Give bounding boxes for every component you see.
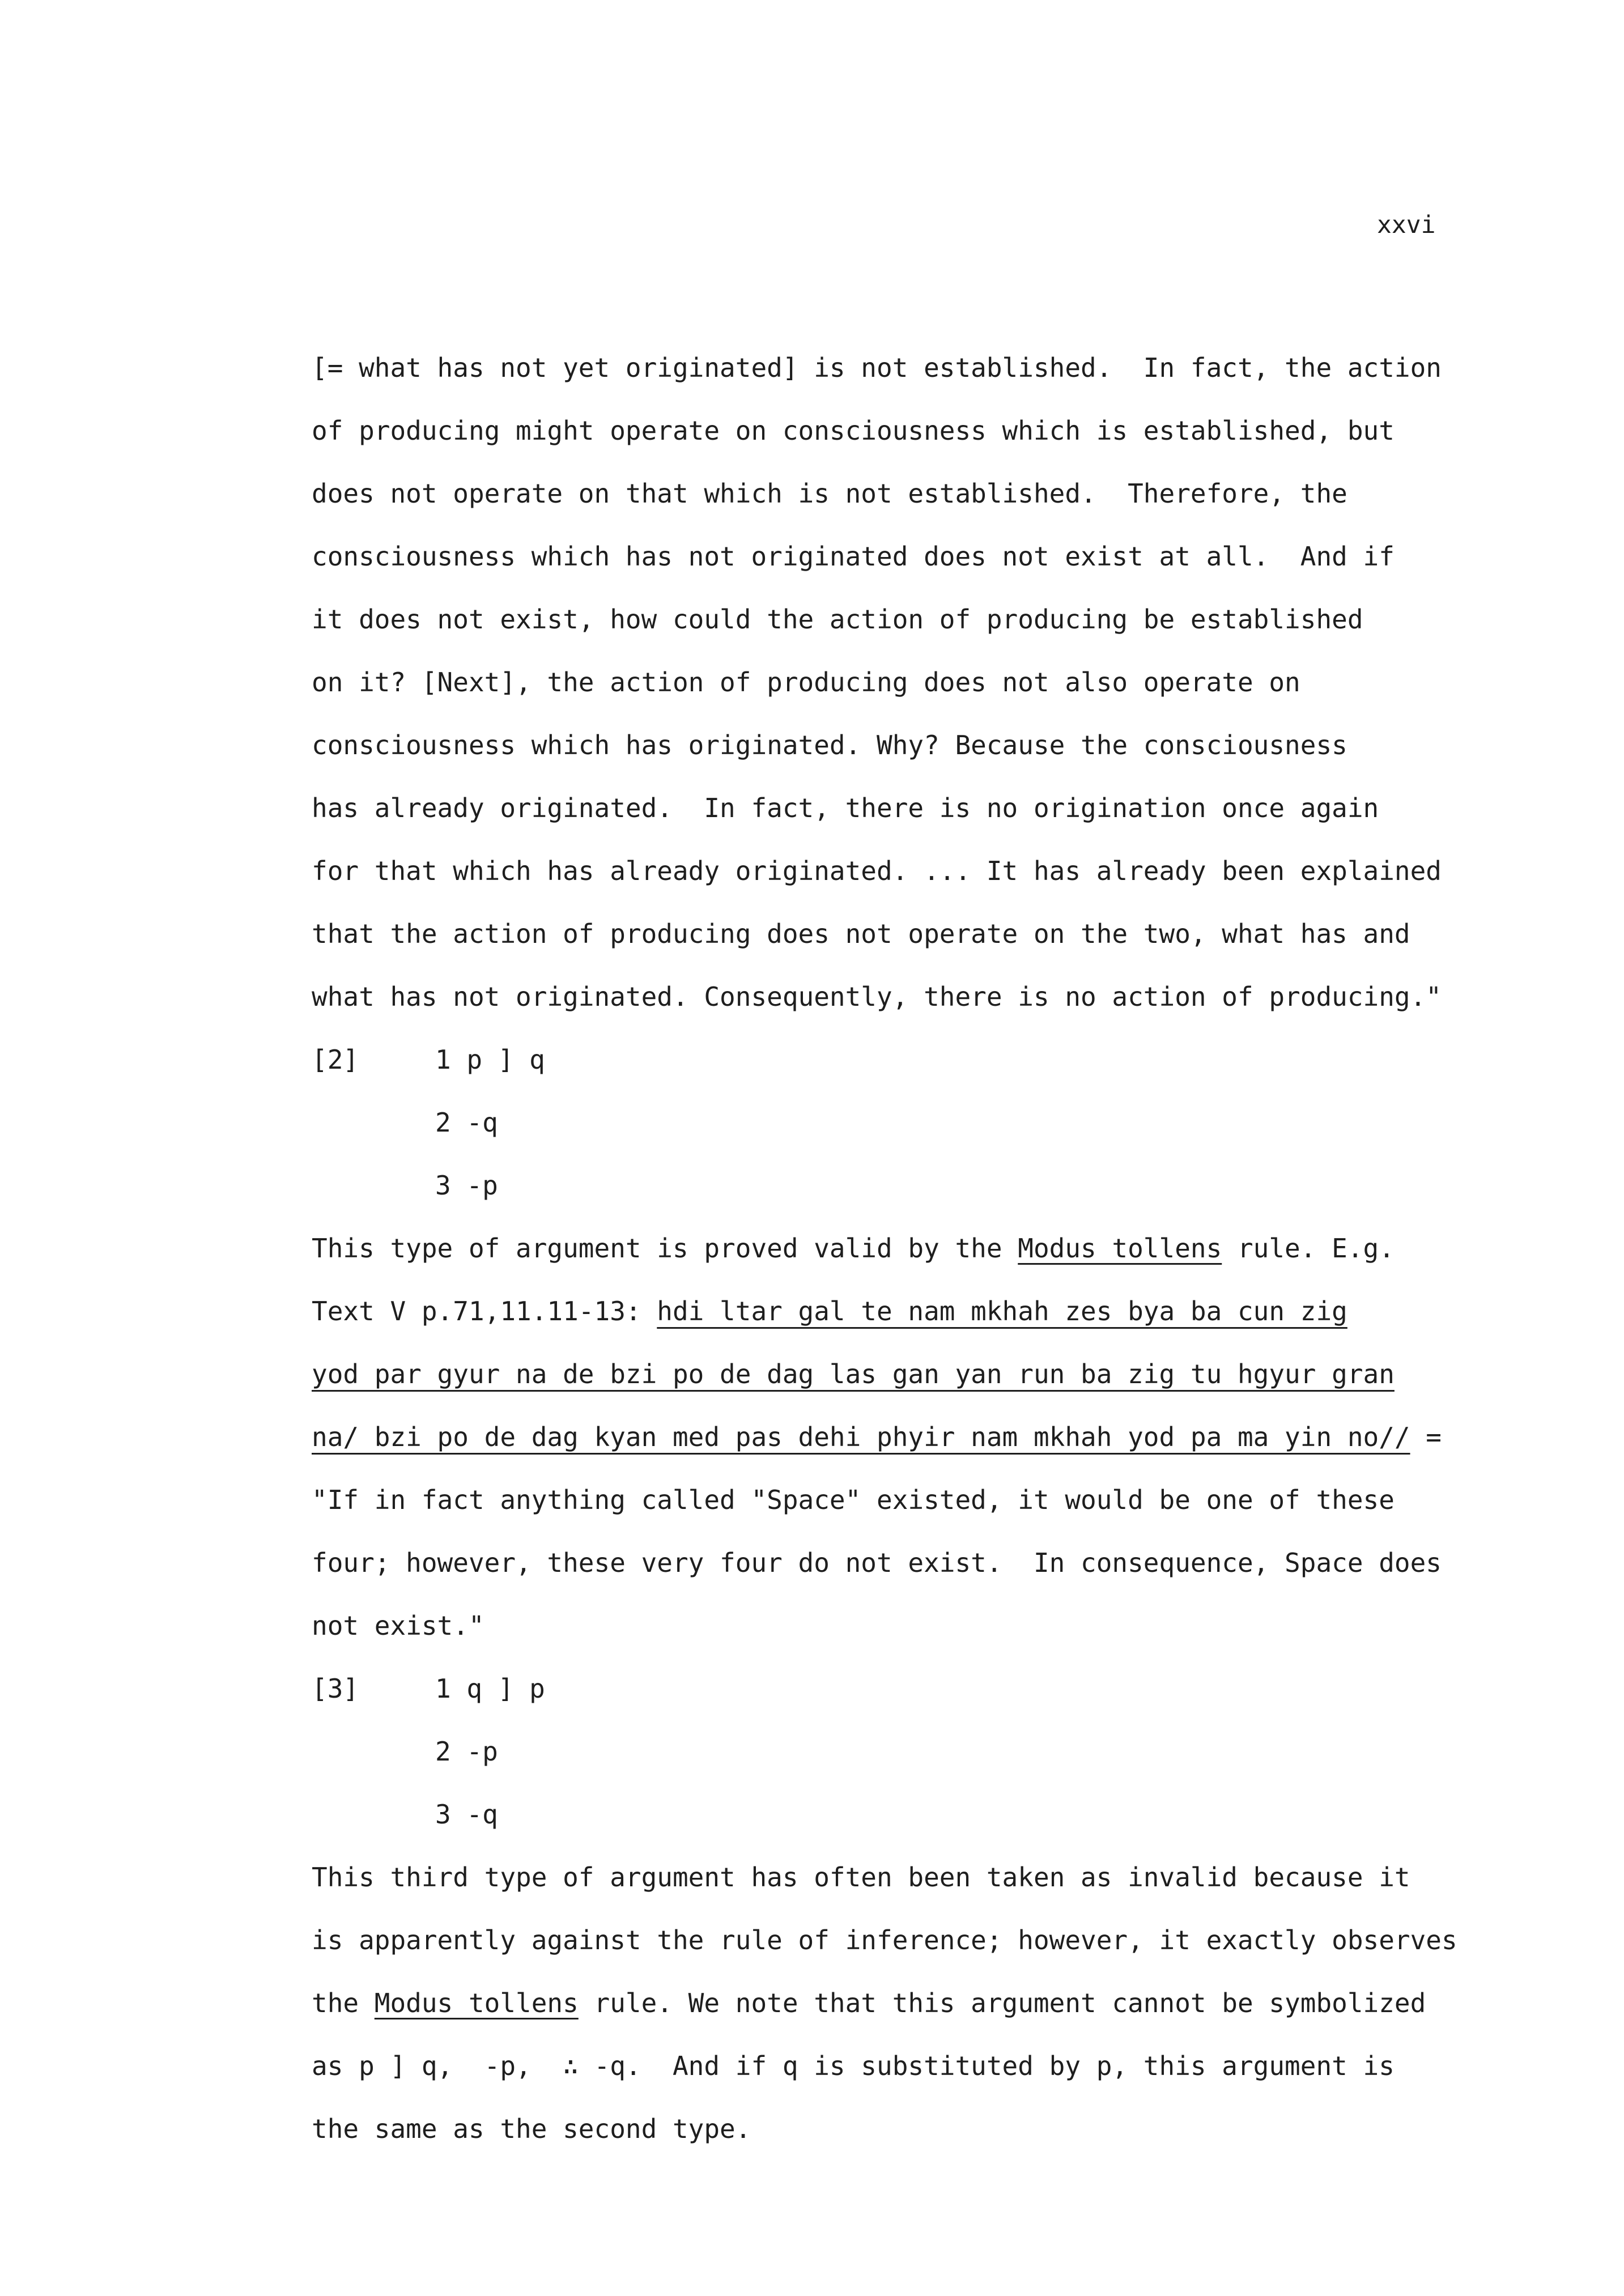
text-line: that the action of producing does not operate on the two, what has and bbox=[312, 919, 1410, 949]
text-line: the same as the second type. bbox=[312, 2114, 751, 2144]
text-line bbox=[312, 1233, 1395, 1264]
text-line: it does not exist, how could the action of producing be established bbox=[312, 604, 1363, 635]
text-line: "If in fact anything called "Space" existed, it would be one of these bbox=[312, 1485, 1395, 1515]
text-line: of producing might operate on consciousness which is established, but bbox=[312, 415, 1395, 446]
text-line: consciousness which has originated. Why? Because the consciousness bbox=[312, 730, 1347, 760]
rule-name: Modus tollens bbox=[1018, 1233, 1222, 1264]
page-number: xxvi bbox=[1377, 211, 1436, 239]
argument-label: [3] bbox=[312, 1673, 359, 1704]
argument-step: 3 -p bbox=[435, 1170, 498, 1201]
text-line bbox=[312, 1359, 1395, 1389]
text-line: as p ] q, -p, ∴ -q. And if q is substituted by p, this argument is bbox=[312, 2051, 1395, 2081]
text-segment: Text V p.71,11.11-13: bbox=[312, 1296, 657, 1326]
text-line: consciousness which has not originated does not exist at all. And if bbox=[312, 541, 1395, 572]
text-line bbox=[312, 1988, 1426, 2018]
argument-step: 3 -q bbox=[435, 1799, 498, 1830]
text-segment: = bbox=[1410, 1422, 1442, 1452]
text-line: has already originated. In fact, there is no origination once again bbox=[312, 793, 1379, 823]
text-line: not exist." bbox=[312, 1610, 484, 1641]
text-line bbox=[312, 1296, 1347, 1326]
text-line: four; however, these very four do not exist. In consequence, Space does bbox=[312, 1547, 1442, 1578]
text-line: This third type of argument has often been taken as invalid because it bbox=[312, 1862, 1410, 1893]
text-line bbox=[312, 1422, 1442, 1452]
text-line: [= what has not yet originated] is not established. In fact, the action bbox=[312, 352, 1442, 383]
text-segment: the bbox=[312, 1988, 375, 2018]
argument-step: 2 -q bbox=[435, 1107, 498, 1138]
text-line: on it? [Next], the action of producing does not also operate on bbox=[312, 667, 1300, 698]
text-segment: This type of argument is proved valid by the bbox=[312, 1233, 1018, 1264]
tibetan-quote: yod par gyur na de bzi po de dag las gan yan run ba zig tu hgyur gran bbox=[312, 1359, 1395, 1389]
argument-step: 1 q ] p bbox=[435, 1673, 545, 1704]
text-line: is apparently against the rule of inference; however, it exactly observes bbox=[312, 1925, 1457, 1955]
text-line: for that which has already originated. ... It has already been explained bbox=[312, 856, 1442, 886]
tibetan-quote: hdi ltar gal te nam mkhah zes bya ba cun zig bbox=[657, 1296, 1347, 1326]
argument-label: [2] bbox=[312, 1044, 359, 1075]
tibetan-quote: na/ bzi po de dag kyan med pas dehi phyir nam mkhah yod pa ma yin no// bbox=[312, 1422, 1410, 1452]
rule-name: Modus tollens bbox=[374, 1988, 579, 2018]
text-line: what has not originated. Consequently, there is no action of producing." bbox=[312, 981, 1442, 1012]
text-line: does not operate on that which is not established. Therefore, the bbox=[312, 478, 1347, 509]
text-segment: rule. We note that this argument cannot be symbolized bbox=[578, 1988, 1426, 2018]
argument-step: 1 p ] q bbox=[435, 1044, 545, 1075]
text-segment: rule. E.g. bbox=[1222, 1233, 1395, 1264]
argument-step: 2 -p bbox=[435, 1736, 498, 1767]
